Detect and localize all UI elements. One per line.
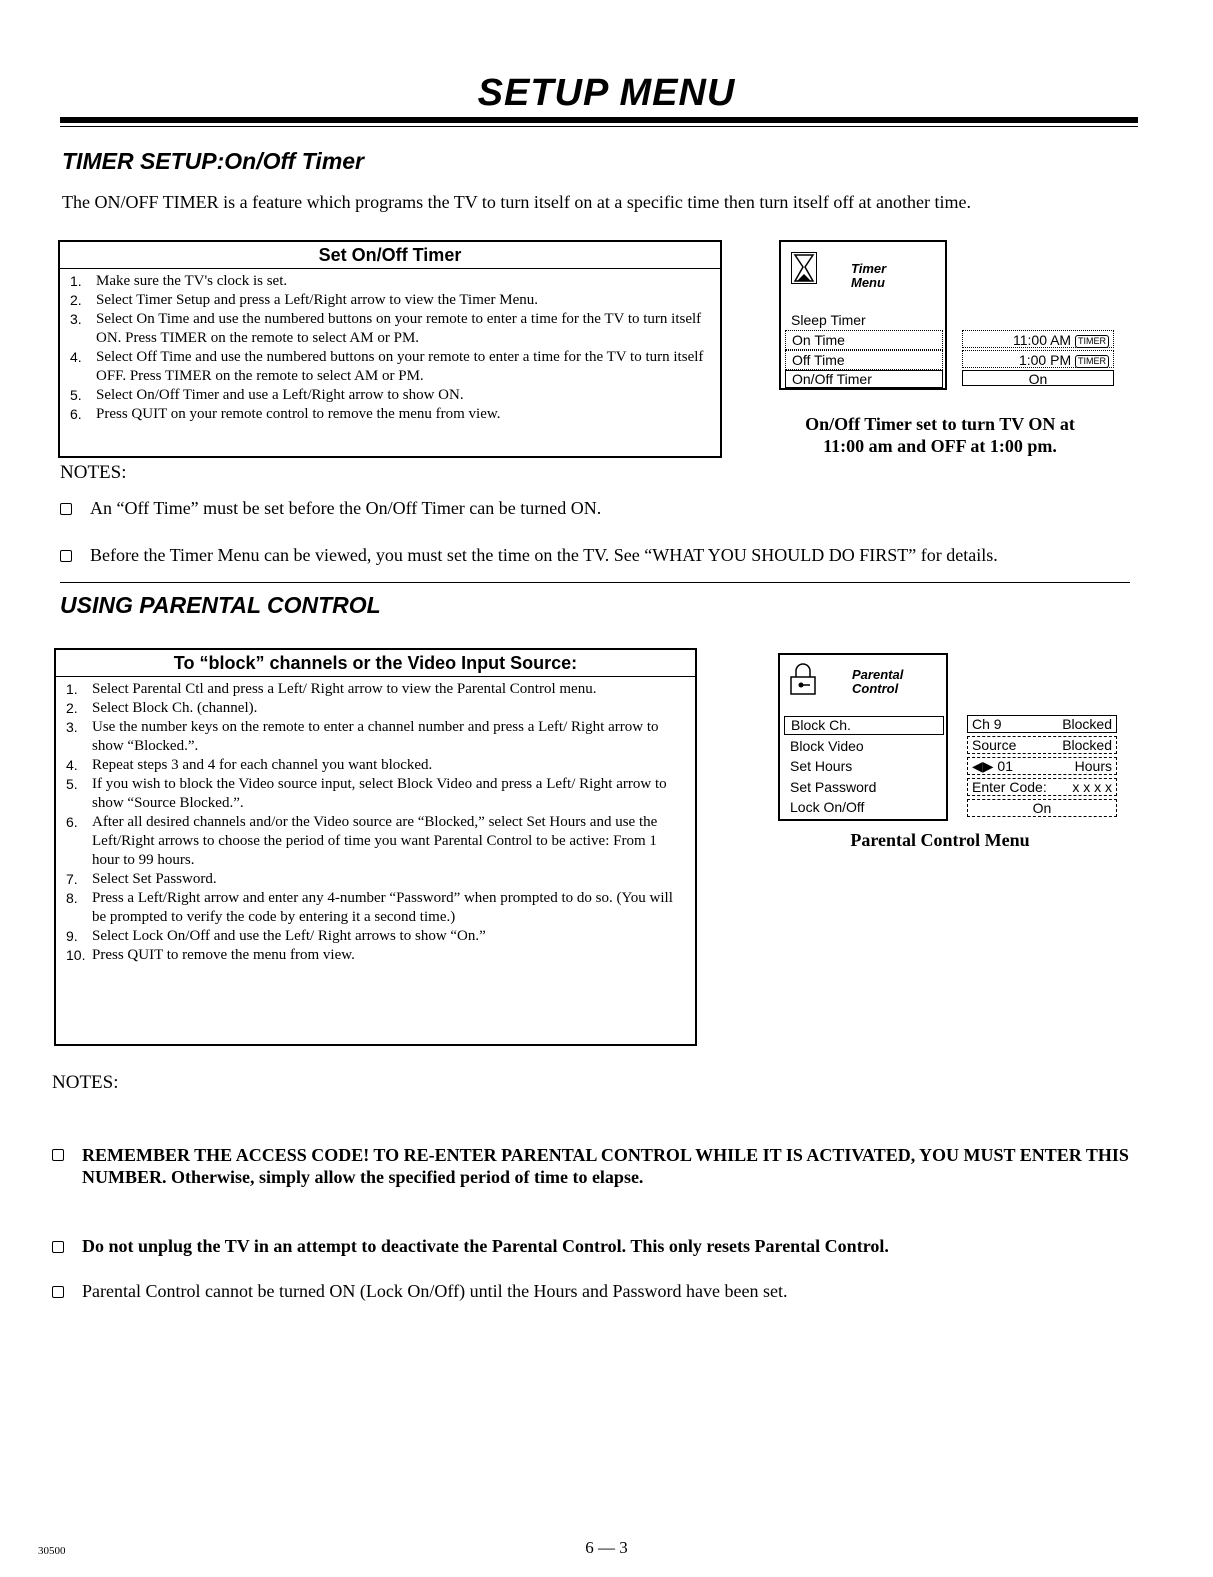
- parental-step-number: 2.: [66, 700, 78, 716]
- timer-step: [60, 291, 710, 310]
- parental-note-3: [52, 1281, 1182, 1302]
- timer-steps-panel: [58, 240, 722, 458]
- timer-step: [60, 348, 710, 386]
- off-time-text: 1:00 PM: [1018, 352, 1072, 368]
- timer-menu-screen: [779, 240, 947, 390]
- checkbox-icon: [60, 503, 72, 515]
- header-rule-thin: [60, 126, 1138, 127]
- parental-step-text: Select Lock On/Off and use the Left/ Right arrows to show “On.”: [92, 928, 486, 944]
- hourglass-icon: [791, 252, 817, 287]
- timer-step-text: Select Off Time and use the numbered buttons on your remote to enter a time for the TV to turn itself OFF. Press TIMER on the remote to select AM or PM.: [96, 349, 704, 384]
- page-title: SETUP MENU: [477, 72, 736, 114]
- on-time-text: 11:00 AM: [1012, 332, 1072, 348]
- parental-step-text: Press QUIT to remove the menu from view.: [92, 947, 355, 963]
- parental-step: [56, 699, 683, 718]
- parental-steps-panel: [54, 648, 697, 1046]
- parental-step: [56, 946, 683, 965]
- value-code: [967, 778, 1117, 796]
- timer-note-1: [60, 498, 1180, 519]
- timer-note-1-text: An “Off Time” must be set before the On/Off Timer can be turned ON.: [90, 498, 602, 518]
- timer-badge-icon: TIMER: [1075, 355, 1109, 368]
- parental-step-number: 5.: [66, 776, 78, 792]
- parental-step: [56, 775, 683, 813]
- parental-step-text: Repeat steps 3 and 4 for each channel you want blocked.: [92, 757, 433, 773]
- parental-step-number: 10.: [66, 947, 86, 963]
- timer-step-text: Press QUIT on your remote control to remove the menu from view.: [96, 406, 501, 422]
- parental-step: [56, 889, 683, 927]
- timer-step-text: Select On Time and use the numbered buttons on your remote to enter a time for the TV to turn itself ON. Press TIMER on the remote to select AM or PM.: [96, 311, 702, 346]
- checkbox-icon: [60, 550, 72, 562]
- timer-item-sleep: Sleep Timer: [791, 312, 866, 328]
- header-rule: [60, 117, 1138, 123]
- parental-item-set-password: Set Password: [790, 779, 877, 795]
- timer-item-onoff: On/Off Timer: [785, 370, 943, 388]
- parental-heading: USING PARENTAL CONTROL: [60, 592, 381, 618]
- section-divider: [60, 582, 1130, 583]
- parental-panel-title: To “block” channels or the Video Input Source:: [56, 650, 695, 677]
- parental-step-text: Press a Left/Right arrow and enter any 4-number “Password” when prompted to do so. (You will be prompted to verify the code by entering it a second time.): [92, 890, 673, 925]
- value-channel-a: Ch 9: [972, 716, 1002, 732]
- parental-step-number: 8.: [66, 890, 78, 906]
- parental-item-lock: Lock On/Off: [790, 799, 865, 815]
- timer-menu-title-1: Timer: [851, 261, 887, 276]
- parental-step-number: 9.: [66, 928, 78, 944]
- timer-note-2: [60, 545, 1190, 566]
- value-lock: On: [967, 799, 1117, 817]
- page-number: 6 — 3: [585, 1538, 628, 1557]
- timer-intro: The ON/OFF TIMER is a feature which programs the TV to turn itself on at a specific time then turn itself off at another time.: [62, 192, 971, 212]
- parental-step-text: Use the number keys on the remote to enter a channel number and press a Left/ Right arrow to show “Blocked.”.: [92, 719, 659, 754]
- parental-step: [56, 718, 683, 756]
- value-code-a: Enter Code:: [972, 779, 1047, 795]
- parental-step-text: After all desired channels and/or the Video source are “Blocked,” select Set Hours and use the Left/Right arrows to choose the period of time you want Parental Control to be active: From 1 hour to 99 hours.: [92, 814, 658, 868]
- parental-steps-list: [56, 677, 695, 965]
- timer-notes-label: NOTES:: [60, 462, 127, 483]
- timer-item-on-time: On Time: [785, 330, 943, 350]
- parental-note-1: [52, 1144, 1182, 1188]
- timer-panel-title: Set On/Off Timer: [60, 242, 720, 269]
- parental-step: [56, 870, 683, 889]
- onoff-timer-value: On: [962, 370, 1114, 386]
- parental-item-block-video: Block Video: [790, 738, 864, 754]
- parental-step-text: Select Parental Ctl and press a Left/ Right arrow to view the Parental Control menu.: [92, 681, 597, 697]
- value-source-b: Blocked: [1062, 737, 1112, 753]
- timer-menu-title-2: Menu: [851, 275, 885, 290]
- parental-step: [56, 756, 683, 775]
- value-channel-b: Blocked: [1062, 716, 1112, 732]
- timer-step: [60, 386, 710, 405]
- parental-step: [56, 813, 683, 870]
- timer-step-text: Make sure the TV's clock is set.: [96, 273, 288, 289]
- timer-step-number: 6.: [70, 406, 82, 422]
- parental-step-number: 7.: [66, 871, 78, 887]
- value-code-b: x x x x: [1072, 779, 1112, 795]
- parental-caption: Parental Control Menu: [850, 830, 1030, 850]
- parental-note-1-text: REMEMBER THE ACCESS CODE! TO RE-ENTER PARENTAL CONTROL WHILE IT IS ACTIVATED, YOU MUST ENTER THIS NUMBER. Otherwise, simply allow the specified period of time to elapse.: [82, 1145, 1129, 1187]
- off-time-value: [962, 350, 1114, 368]
- timer-step: [60, 405, 710, 424]
- timer-step-number: 3.: [70, 311, 82, 327]
- parental-note-3-text: Parental Control cannot be turned ON (Lock On/Off) until the Hours and Password have been set.: [82, 1281, 788, 1301]
- parental-step-number: 3.: [66, 719, 78, 735]
- parental-step-text: Select Block Ch. (channel).: [92, 700, 258, 716]
- timer-step-number: 4.: [70, 349, 82, 365]
- parental-step-number: 4.: [66, 757, 78, 773]
- value-hours-b: Hours: [1074, 758, 1112, 774]
- timer-caption-1: On/Off Timer set to turn TV ON at: [805, 414, 1075, 434]
- parental-step-text: Select Set Password.: [92, 871, 217, 887]
- parental-step: [56, 680, 683, 699]
- timer-step: [60, 272, 710, 291]
- value-channel: [967, 715, 1117, 733]
- value-source: [967, 736, 1117, 754]
- timer-step-text: Select On/Off Timer and use a Left/Right arrow to show ON.: [96, 387, 464, 403]
- parental-step-text: If you wish to block the Video source input, select Block Video and press a Left/ Right arrow to show “Source Blocked.”.: [92, 776, 667, 811]
- timer-badge-icon: TIMER: [1075, 335, 1109, 348]
- parental-step: [56, 927, 683, 946]
- parental-menu-title-1: Parental: [852, 667, 904, 682]
- timer-step: [60, 310, 710, 348]
- value-hours-a: ◀▶ 01: [972, 758, 1013, 774]
- parental-item-block-ch: Block Ch.: [784, 716, 944, 735]
- timer-steps-list: [60, 269, 720, 424]
- value-hours: [967, 757, 1117, 775]
- value-source-a: Source: [972, 737, 1017, 753]
- checkbox-icon: [52, 1241, 64, 1253]
- on-time-value: [962, 330, 1114, 348]
- parental-menu-screen: [778, 653, 948, 821]
- timer-caption-2: 11:00 am and OFF at 1:00 pm.: [823, 436, 1057, 456]
- checkbox-icon: [52, 1149, 64, 1161]
- parental-step-number: 1.: [66, 681, 78, 697]
- timer-step-number: 2.: [70, 292, 82, 308]
- parental-note-2-text: Do not unplug the TV in an attempt to deactivate the Parental Control. This only resets Parental Control.: [82, 1236, 889, 1256]
- parental-note-2: [52, 1236, 1182, 1257]
- checkbox-icon: [52, 1286, 64, 1298]
- timer-item-off-time: Off Time: [785, 350, 943, 370]
- timer-heading: TIMER SETUP:On/Off Timer: [62, 148, 365, 174]
- timer-note-2-text: Before the Timer Menu can be viewed, you must set the time on the TV. See “WHAT YOU SHOULD DO FIRST” for details.: [90, 545, 998, 565]
- parental-item-set-hours: Set Hours: [790, 758, 853, 774]
- timer-step-text: Select Timer Setup and press a Left/Right arrow to view the Timer Menu.: [96, 292, 539, 308]
- padlock-icon: [790, 663, 816, 698]
- parental-notes-label: NOTES:: [52, 1072, 119, 1093]
- timer-step-number: 1.: [70, 273, 82, 289]
- parental-step-number: 6.: [66, 814, 78, 830]
- parental-menu-title-2: Control: [852, 681, 899, 696]
- footer-code: 30500: [38, 1545, 66, 1557]
- timer-step-number: 5.: [70, 387, 82, 403]
